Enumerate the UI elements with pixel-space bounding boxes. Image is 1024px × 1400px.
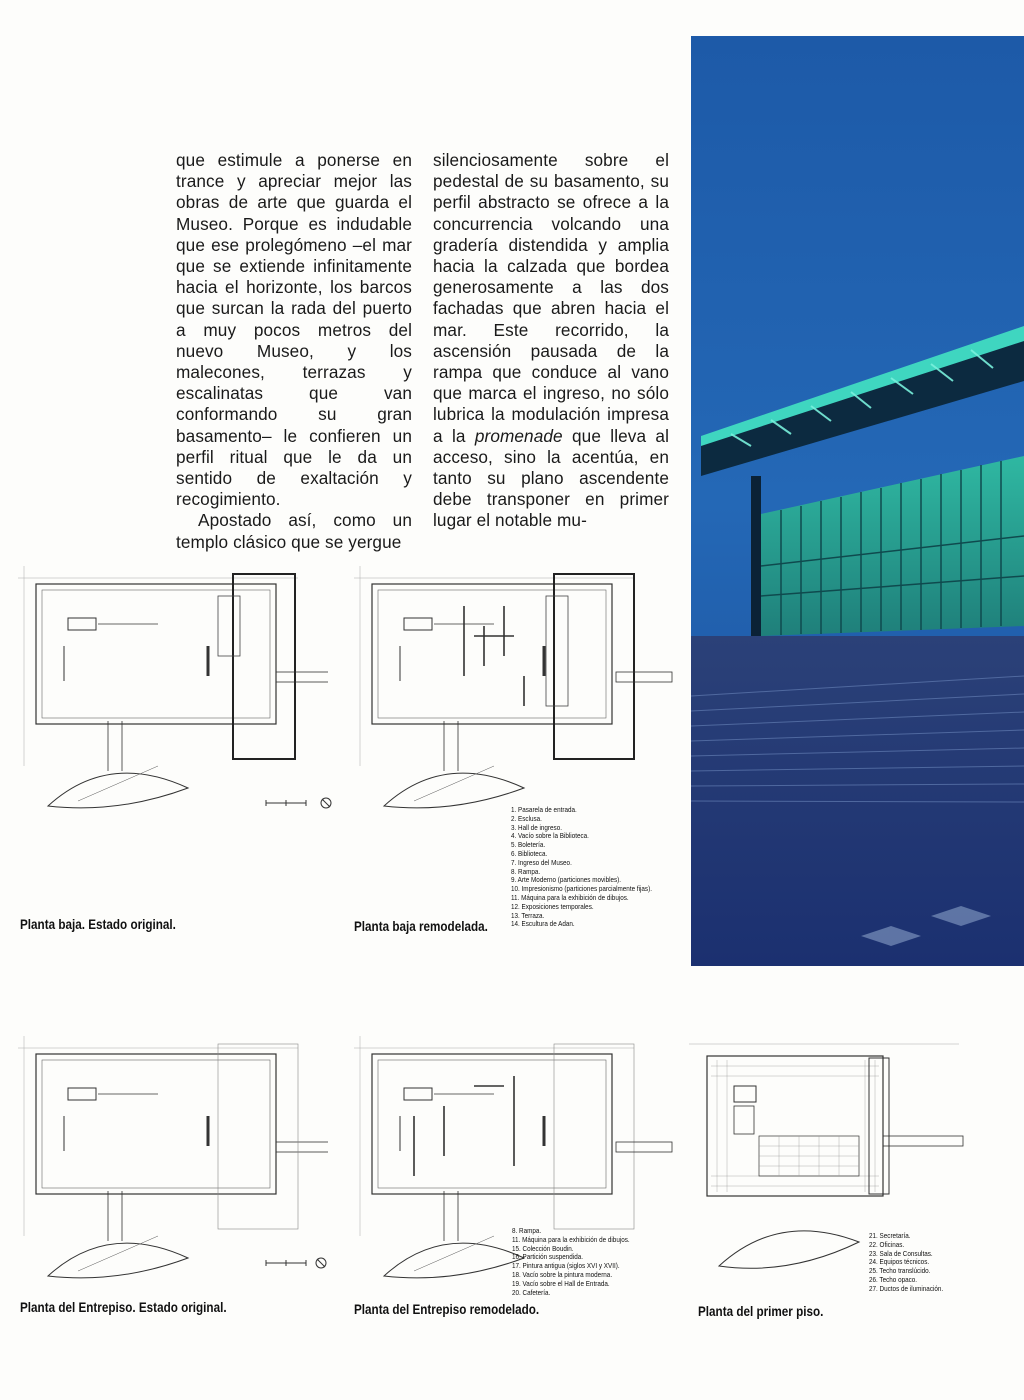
article-column-right	[433, 150, 669, 532]
legend-item: 11. Máquina para la exhibición de dibujos.	[511, 892, 629, 902]
article-emphasis: promenade	[474, 425, 563, 446]
caption-mezzanine-original: Planta del Entrepiso. Estado original.	[20, 1300, 227, 1315]
caption-first-floor: Planta del primer piso.	[698, 1304, 824, 1319]
legend-mezzanine	[512, 1227, 630, 1297]
article-text: silenciosamente sobre el pedestal de su basamento, su perfil abstracto se ofrece a la concurrencia volcando una gradería distendida y amplia hacia la calzada que bordea generosamente a las dos fachadas que abren hacia el mar. Este recorrido, la ascensión pausada de la rampa que conduce al vano que marca el ingreso, no sólo lubrica la modulación impresa a la	[433, 150, 669, 446]
legend-item: 26. Techo opaco.	[869, 1274, 918, 1284]
legend-item: 2. Esclusa.	[511, 813, 542, 823]
legend-item: 13. Terraza.	[511, 910, 545, 920]
museum-night-photo	[691, 36, 1024, 966]
legend-item: 18. Vacío sobre la pintura moderna.	[512, 1269, 613, 1279]
legend-item: 7. Ingreso del Museo.	[511, 857, 572, 867]
article-paragraph	[433, 150, 669, 532]
caption-ground-remodeled: Planta baja remodelada.	[354, 919, 488, 934]
article-text: que lleva al acceso, sino la acentúa, en tanto su plano ascendente debe transponer en primer lugar el notable mu-	[433, 425, 669, 531]
legend-item: 6. Biblioteca.	[511, 848, 548, 858]
legend-item: 4. Vacío sobre la Biblioteca.	[511, 831, 589, 841]
floor-plan-first-floor	[689, 1036, 1019, 1296]
legend-first-floor	[869, 1232, 943, 1294]
legend-item: 5. Boletería.	[511, 840, 546, 850]
legend-item: 8. Rampa.	[512, 1226, 542, 1235]
legend-item: 1. Pasarela de entrada.	[511, 805, 577, 814]
floor-plan-ground-original	[18, 566, 328, 826]
legend-item: 8. Rampa.	[511, 866, 541, 876]
scale-bar-icon	[264, 795, 344, 816]
legend-item: 15. Colección Boudin.	[512, 1243, 574, 1253]
legend-item: 16. Partición suspendida.	[512, 1252, 584, 1262]
legend-item: 3. Hall de ingreso.	[511, 822, 562, 832]
article-column-left	[176, 150, 412, 553]
floor-plan-ground-remodeled	[354, 566, 674, 826]
article-paragraph: Apostado así, como un templo clásico que se yergue	[176, 510, 412, 552]
caption-ground-original: Planta baja. Estado original.	[20, 917, 176, 932]
legend-item: 27. Ductos de iluminación.	[869, 1283, 944, 1293]
legend-item: 17. Pintura antigua (siglos XVI y XVII).	[512, 1261, 620, 1271]
legend-item: 9. Arte Moderno (particiones movibles).	[511, 875, 622, 885]
legend-item: 20. Cafetería.	[512, 1287, 551, 1297]
legend-item: 24. Equipos técnicos.	[869, 1257, 930, 1267]
legend-item: 12. Exposiciones temporales.	[511, 901, 594, 911]
legend-item: 22. Oficinas.	[869, 1239, 905, 1249]
scale-bar-icon	[264, 1255, 344, 1276]
legend-row1	[511, 806, 652, 929]
legend-item: 25. Techo translúcido.	[869, 1266, 931, 1276]
legend-item: 14. Escultura de Adan.	[511, 919, 575, 929]
article-paragraph: que estimule a ponerse en trance y apreciar mejor las obras de arte que guarda el Museo. Porque es indudable que ese prolegómeno –el mar que se extiende infinitamente hacia el horizonte, los barcos que surcan la rada del puerto a muy pocos metros del nuevo Museo, y los malecones, terrazas y escalinatas que van conformando su gran basamento– le confieren un perfil ritual que le da un sentido de exaltación y recogimiento.	[176, 150, 412, 510]
legend-item: 10. Impresionismo (particiones parcialmente fijas).	[511, 884, 652, 894]
legend-item: 21. Secretaría.	[869, 1231, 911, 1240]
legend-item: 19. Vacío sobre el Hall de Entrada.	[512, 1278, 610, 1288]
caption-mezzanine-remodeled: Planta del Entrepiso remodelado.	[354, 1302, 540, 1317]
legend-item: 11. Máquina para la exhibición de dibujos.	[512, 1234, 630, 1244]
legend-item: 23. Sala de Consultas.	[869, 1248, 933, 1258]
